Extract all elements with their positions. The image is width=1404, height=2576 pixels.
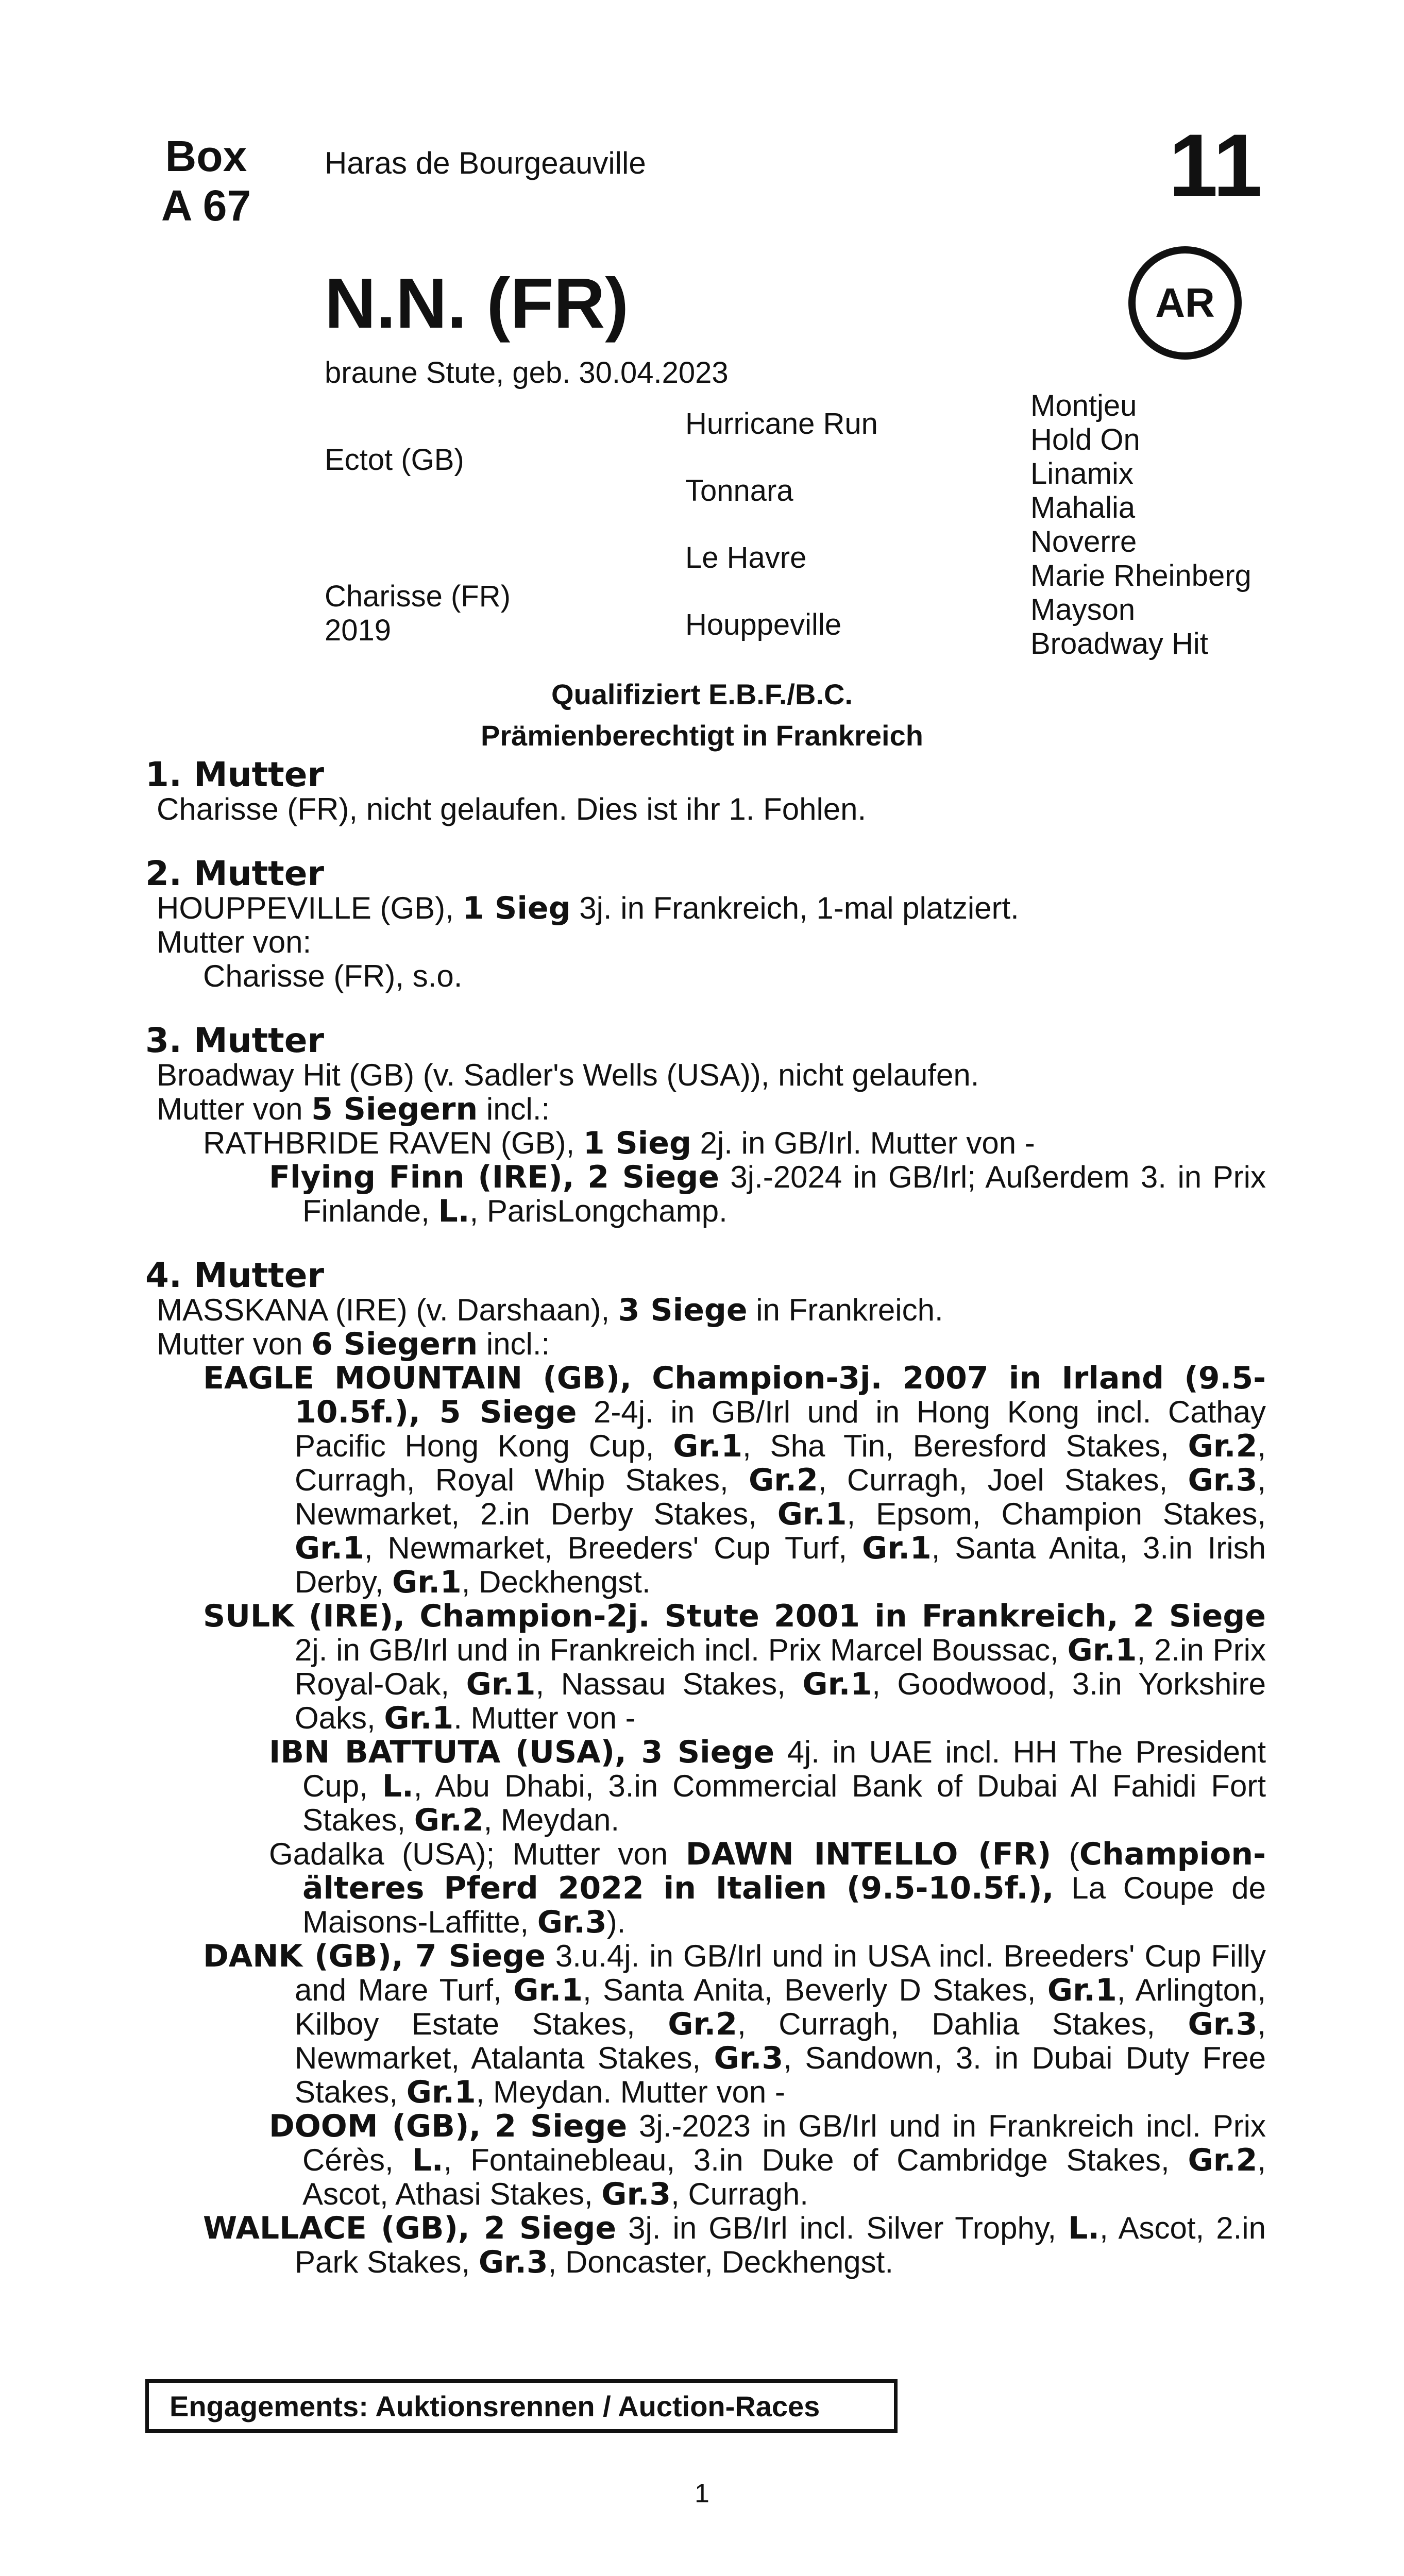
- breeder-name: Haras de Bourgeauville: [325, 146, 646, 180]
- section-text: Broadway Hit (GB) (v. Sadler's Wells (USA)), nicht gelaufen.: [157, 1058, 979, 1092]
- pedigree-great-grandparents: [1030, 389, 1251, 661]
- pedigree-great-grandparent: Noverre: [1030, 525, 1137, 558]
- pedigree-grandparent: Le Havre: [685, 541, 807, 574]
- qualification-ebf: Qualifiziert E.B.F./B.C.: [551, 678, 853, 710]
- engagements-label: Engagements: Auktionsrennen / Auction-Races: [170, 2389, 820, 2422]
- section-heading: 4. Mutter: [145, 1256, 325, 1295]
- pedigree-great-grandparent: Linamix: [1030, 457, 1134, 490]
- pedigree-great-grandparent: Marie Rheinberg: [1030, 559, 1251, 592]
- box-label: Box: [165, 132, 247, 180]
- offspring-entry: WALLACE (GB), 2 Siege 3j. in GB/Irl incl. Silver Trophy, L., Ascot, 2.in Park Stakes, Gr.3, Doncaster, Deckhengst.: [203, 2210, 1266, 2280]
- ar-badge-icon: [1128, 246, 1242, 360]
- mother-of-label: Mutter von 6 Siegern incl.:: [157, 1326, 550, 1362]
- offspring-entry: RATHBRIDE RAVEN (GB), 1 Sieg 2j. in GB/Irl. Mutter von -: [203, 1125, 1035, 1161]
- offspring-entry: Gadalka (USA); Mutter von DAWN INTELLO (FR) (Champion-älteres Pferd 2022 in Italien (9.5-10.5f.), La Coupe de Maisons-Laffitte, Gr.3).: [269, 1836, 1266, 1940]
- pedigree-great-grandparent: Mayson: [1030, 593, 1136, 626]
- pedigree-great-grandparent: Mahalia: [1030, 491, 1136, 524]
- pedigree-dam: [325, 580, 511, 648]
- pedigree-dam-year: 2019: [325, 614, 392, 647]
- box-number: [149, 131, 263, 230]
- mother-of-label: Mutter von 5 Siegern incl.:: [157, 1091, 550, 1127]
- dam-line: [145, 757, 1266, 2279]
- pedigree-great-grandparent: Hold On: [1030, 423, 1140, 456]
- qualification-premium: Prämienberechtigt in Frankreich: [481, 719, 923, 752]
- offspring-entry: Charisse (FR), s.o.: [203, 959, 463, 993]
- section-heading: 2. Mutter: [145, 854, 325, 893]
- pedigree-sire: Ectot (GB): [325, 443, 464, 477]
- section-text: Charisse (FR), nicht gelaufen. Dies ist ihr 1. Fohlen.: [157, 792, 867, 826]
- box-code: A 67: [161, 181, 251, 230]
- offspring-entry: Flying Finn (IRE), 2 Siege 3j.-2024 in GB/Irl; Außerdem 3. in Prix Finlande, L., ParisLongchamp.: [269, 1159, 1266, 1229]
- offspring-entry: IBN BATTUTA (USA), 3 Siege 4j. in UAE incl. HH The President Cup, L., Abu Dhabi, 3.in Commercial Bank of Dubai Al Fahidi Fort Stakes, Gr.2, Meydan.: [269, 1734, 1266, 1838]
- offspring-entry: SULK (IRE), Champion-2j. Stute 2001 in Frankreich, 2 Siege 2j. in GB/Irl und in Frankreich incl. Prix Marcel Boussac, Gr.1, 2.in Prix Royal-Oak, Gr.1, Nassau Stakes, Gr.1, Goodwood, 3.in Yorkshire Oaks, Gr.1. Mutter von -: [203, 1598, 1266, 1736]
- pedigree-grandparent: Tonnara: [685, 474, 793, 507]
- lot-number: 11: [1169, 116, 1262, 215]
- pedigree-grandparent: Hurricane Run: [685, 407, 878, 440]
- offspring-entry: EAGLE MOUNTAIN (GB), Champion-3j. 2007 in Irland (9.5-10.5f.), 5 Siege 2-4j. in GB/Irl und in Hong Kong incl. Cathay Pacific Hong Kong Cup, Gr.1, Sha Tin, Beresford Stakes, Gr.2, Curragh, Royal Whip Stakes, Gr.2, Curragh, Joel Stakes, Gr.3, Newmarket, 2.in Derby Stakes, Gr.1, Epsom, Champion Stakes, Gr.1, Newmarket, Breeders' Cup Turf, Gr.1, Santa Anita, 3.in Irish Derby, Gr.1, Deckhengst.: [203, 1360, 1266, 1600]
- pedigree-great-grandparent: Montjeu: [1030, 389, 1137, 422]
- section-text: MASSKANA (IRE) (v. Darshaan), 3 Siege in Frankreich.: [157, 1292, 943, 1328]
- mother-of-label: Mutter von:: [157, 925, 312, 959]
- horse-description: braune Stute, geb. 30.04.2023: [325, 356, 729, 389]
- offspring-entry: DOOM (GB), 2 Siege 3j.-2023 in GB/Irl und in Frankreich incl. Prix Cérès, L., Fontainebleau, 3.in Duke of Cambridge Stakes, Gr.2, Ascot, Athasi Stakes, Gr.3, Curragh.: [269, 2108, 1266, 2212]
- ar-badge-label: AR: [1155, 280, 1215, 326]
- section-heading: 1. Mutter: [145, 755, 325, 794]
- pedigree-grandparent: Houppeville: [685, 608, 842, 641]
- section-heading: 3. Mutter: [145, 1021, 325, 1060]
- pedigree-dam-name: Charisse (FR): [325, 580, 511, 613]
- page-number: 1: [695, 2479, 709, 2509]
- horse-name: N.N. (FR): [325, 264, 629, 343]
- offspring-entry: DANK (GB), 7 Siege 3.u.4j. in GB/Irl und in USA incl. Breeders' Cup Filly and Mare Turf, Gr.1, Santa Anita, Beverly D Stakes, Gr.1, Arlington, Kilboy Estate Stakes, Gr.2, Curragh, Dahlia Stakes, Gr.3, Newmarket, Atalanta Stakes, Gr.3, Sandown, 3. in Dubai Duty Free Stakes, Gr.1, Meydan. Mutter von -: [203, 1938, 1266, 2110]
- section-text: HOUPPEVILLE (GB), 1 Sieg 3j. in Frankreich, 1-mal platziert.: [157, 890, 1019, 926]
- pedigree-great-grandparent: Broadway Hit: [1030, 627, 1208, 660]
- engagements-box: [145, 2379, 898, 2433]
